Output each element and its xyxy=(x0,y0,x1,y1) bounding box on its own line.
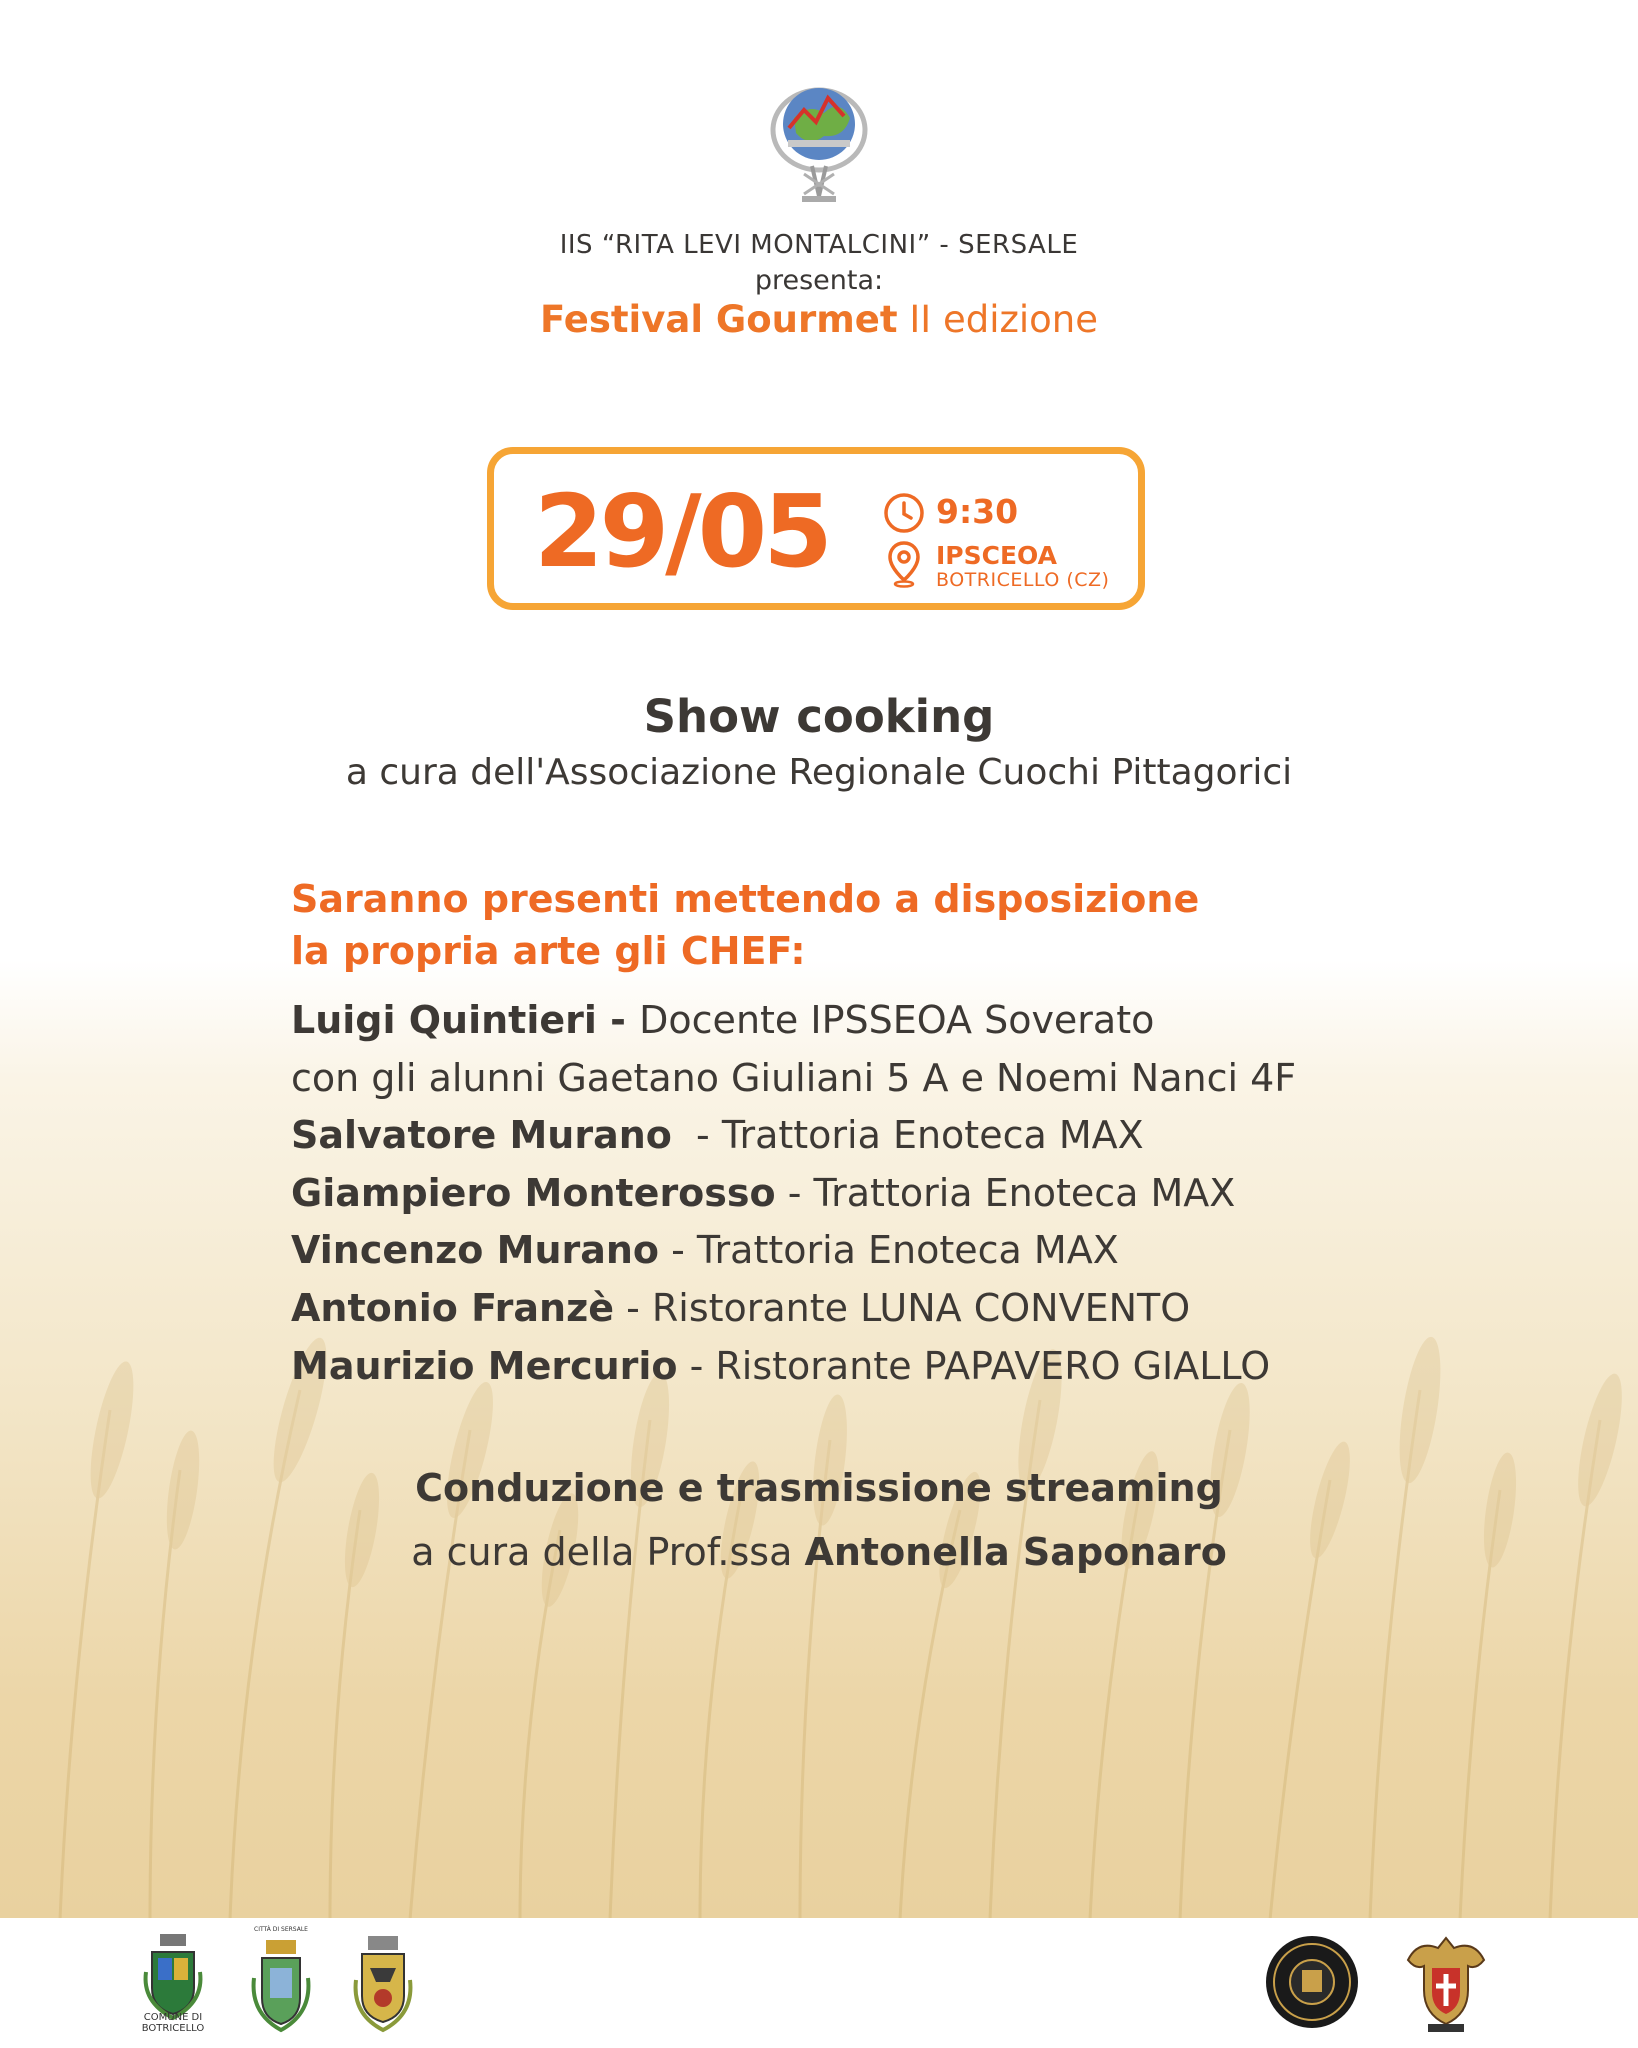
chef-detail: - Ristorante LUNA CONVENTO xyxy=(614,1285,1191,1330)
crest-botricello-label: COMUNE DI BOTRICELLO xyxy=(141,2012,205,2034)
logo-apccz xyxy=(1398,1930,1494,2034)
crest-sersale xyxy=(246,1928,316,2038)
chef-detail: - Trattoria Enoteca MAX xyxy=(671,1113,1144,1158)
school-name: IIS “RITA LEVI MONTALCINI” - SERSALE xyxy=(559,230,1079,260)
chef-detail: con gli alunni Gaetano Giuliani 5 A e Noemi Nanci 4F xyxy=(291,1055,1297,1100)
crest-municipality xyxy=(348,1932,418,2038)
logo-arcp xyxy=(1264,1934,1360,2030)
streaming-subtitle xyxy=(0,1530,1638,1574)
chef-name: Antonio Franzè xyxy=(291,1285,614,1330)
chefs-intro xyxy=(291,873,1391,977)
globe-logo xyxy=(764,78,874,208)
chef-row xyxy=(291,992,1541,1050)
streaming-host-name: Antonella Saponaro xyxy=(804,1530,1227,1574)
streaming-title: Conduzione e trasmissione streaming xyxy=(415,1466,1223,1510)
chef-name: Vincenzo Murano xyxy=(291,1228,660,1273)
festival-title xyxy=(0,298,1638,341)
clock-icon xyxy=(883,492,925,534)
chef-detail: - Trattoria Enoteca MAX xyxy=(775,1170,1236,1215)
chef-row xyxy=(291,1165,1541,1223)
show-cooking-subtitle: a cura dell'Associazione Regionale Cuochi Pittagorici xyxy=(345,752,1293,793)
chef-list xyxy=(291,992,1541,1395)
chef-row xyxy=(291,1107,1541,1165)
footer-logos xyxy=(0,1918,1638,2048)
chef-name: Salvatore Murano xyxy=(291,1113,672,1158)
festival-title-edition: II edizione xyxy=(897,298,1099,341)
event-venue-place: BOTRICELLO (CZ) xyxy=(936,569,1110,591)
chef-name: Giampiero Monterosso xyxy=(291,1170,776,1215)
chef-name: Maurizio Mercurio xyxy=(291,1343,678,1388)
streaming-subtitle-prefix: a cura della Prof.ssa xyxy=(411,1530,805,1574)
chefs-intro-line-2: la propria arte gli CHEF: xyxy=(291,929,806,973)
chef-row xyxy=(291,1280,1541,1338)
chef-detail: - Ristorante PAPAVERO GIALLO xyxy=(677,1343,1271,1388)
map-pin-icon xyxy=(887,540,921,588)
event-date: 29/05 xyxy=(534,473,829,590)
chef-detail: - Trattoria Enoteca MAX xyxy=(659,1228,1119,1273)
chef-row xyxy=(291,1050,1541,1108)
event-venue: IPSCEOA xyxy=(936,541,1057,570)
presenta-label: presenta: xyxy=(754,265,884,296)
chef-detail: Docente IPSSEOA Soverato xyxy=(639,998,1155,1042)
chef-name: Luigi Quintieri - xyxy=(291,998,640,1042)
chef-row xyxy=(291,1222,1541,1280)
festival-title-bold: Festival Gourmet xyxy=(539,298,898,341)
show-cooking-title: Show cooking xyxy=(643,690,995,743)
wheat-field-background xyxy=(0,1330,1638,1920)
crest-sersale-label: CITTÀ DI SERSALE xyxy=(254,1926,308,1933)
event-time: 9:30 xyxy=(936,492,1019,531)
chef-row xyxy=(291,1338,1541,1396)
event-date-box xyxy=(487,447,1145,610)
chefs-intro-line-1: Saranno presenti mettendo a disposizione xyxy=(291,877,1200,921)
